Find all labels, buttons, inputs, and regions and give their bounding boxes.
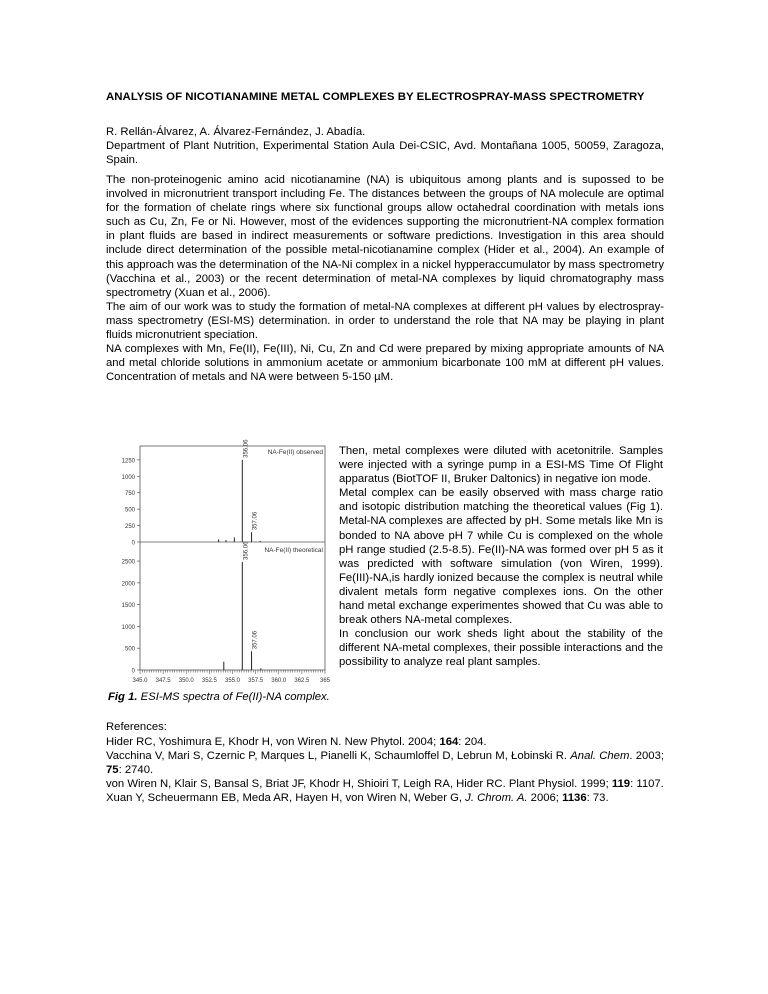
- x-tick-label: 350.0: [178, 678, 194, 684]
- paper-title: ANALYSIS OF NICOTIANAMINE METAL COMPLEXES BY ELECTROSPRAY-MASS SPECTROMETRY: [106, 91, 645, 103]
- y-tick-label: 2500: [121, 559, 135, 566]
- x-tick-label: 355.0: [224, 678, 241, 684]
- reference-item: Xuan Y, Scheuermann EB, Meda AR, Hayen H, von Wiren N, Weber G, J. Chrom. A. 2006; 1136: 73.: [106, 792, 609, 804]
- caption-text: ESI-MS spectra of Fe(II)-NA complex.: [140, 691, 330, 703]
- x-tick-label: 357.5: [248, 678, 264, 684]
- y-tick-label: 1250: [121, 458, 135, 465]
- y-tick-label: 250: [124, 524, 135, 531]
- x-tick-label: 352.5: [201, 678, 217, 684]
- y-tick-label: 750: [124, 491, 135, 498]
- references: [106, 720, 664, 805]
- reference-item: Hider RC, Yoshimura E, Khodr H, von Wiren N. New Phytol. 2004; 164: 204.: [106, 736, 487, 748]
- panel-title: NA-Fe(II) observed: [267, 449, 323, 456]
- authors: R. Rellán-Álvarez, A. Álvarez-Fernández, J. Abadía.: [106, 126, 366, 138]
- x-tick-label: 362.5: [294, 678, 310, 684]
- y-tick-label: 0: [131, 540, 135, 547]
- caption-label: Fig 1.: [108, 691, 138, 703]
- x-tick-label: 360.0: [271, 678, 287, 684]
- references-heading: References:: [106, 721, 167, 733]
- y-tick-label: 1000: [121, 624, 135, 631]
- figure-spectra: [108, 439, 331, 688]
- peak-label: 356.06: [243, 439, 250, 458]
- peak-label: 356.06: [243, 541, 250, 560]
- figure-caption: [108, 691, 330, 703]
- plot-frame: [140, 446, 325, 670]
- body-text-full-width: [106, 173, 664, 384]
- y-tick-label: 0: [131, 668, 135, 675]
- y-tick-label: 1000: [121, 474, 135, 481]
- y-tick-label: 1500: [121, 603, 135, 610]
- paragraph-results: Metal complex can be easily observed with mass charge ratio and isotopic distribution matching the theoretical values (Fig 1). Metal-NA complexes are affected by pH. Some metals like Mn is bonded to NA above pH 7 while Cu is complexed on the whole pH range studied (2.5-8.5). Fe(II)-NA was formed over pH 5 as it was predicted with software simulation (von Wiren, 1999). Fe(III)-NA,is hardly ionized because the complex is neutral while divalent metals form negative complexes ions. On the other hand metal exchange experimentes showed that Cu was able to break others NA-metal complexes.: [339, 487, 663, 627]
- reference-item: von Wiren N, Klair S, Bansal S, Briat JF, Khodr H, Shioiri T, Leigh RA, Hider RC. Plant Physiol. 1999; 119: 1107.: [106, 778, 664, 790]
- paragraph-methods-cont: Then, metal complexes were diluted with acetonitrile. Samples were injected with a syringe pump in a ESI-MS Time Of Flight apparatus (BiotTOF II, Bruker Daltonics) in negative ion mode.: [339, 445, 663, 486]
- body-text-right-column: [339, 444, 663, 670]
- paragraph-methods: NA complexes with Mn, Fe(II), Fe(III), Ni, Cu, Zn and Cd were prepared by mixing appropriate amounts of NA and metal chloride solutions in ammonium acetate or ammonium bicarbonate 100 mM at different pH values. Concentration of metals and NA were between 5-150 µM.: [106, 343, 664, 384]
- y-tick-label: 500: [124, 646, 135, 653]
- paragraph-conclusion: In conclusion our work sheds light about the stability of the different NA-metal complexes, their possible interactions and the possibility to analyze real plant samples.: [339, 628, 663, 669]
- panel-title: NA-Fe(II) theoretical: [264, 547, 323, 554]
- x-tick-label: 345.0: [132, 678, 148, 684]
- affiliation: Department of Plant Nutrition, Experimental Station Aula Dei-CSIC, Avd. Montañana 1005, 50059, Zaragoza, Spain.: [106, 140, 664, 166]
- y-tick-label: 500: [124, 507, 135, 514]
- reference-item: Vacchina V, Mari S, Czernic P, Marques L, Pianelli K, Schaumloffel D, Lebrun M, Łobinski R. Anal. Chem. 2003; 75: 2740.: [106, 750, 664, 776]
- peak-label: 357.06: [252, 511, 259, 531]
- y-tick-label: 2000: [121, 581, 135, 588]
- spectra-chart: [108, 439, 331, 688]
- paragraph-intro: The non-proteinogenic amino acid nicotianamine (NA) is ubiquitous among plants and is supossed to be involved in micronutrient transport including Fe. The distances between the groups of NA molecule are optimal for the formation of chelate rings where six functional groups allow octahedral coordination with metals ions such as Cu, Zn, Fe or Ni. However, most of the evidences supporting the micronutrient-NA complex formation in plant fluids are based in indirect measurements or software predictions. Investigation in this area should include direct determination of the possible metal-nicotianamine complex (Hider et al., 2004). An example of this approach was the determination of the NA-Ni complex in a nickel hypperaccumulator by mass spectrometry (Vacchina et al., 2003) or the recent determination of metal-NA complexes by liquid chromatography mass spectrometry (Xuan et al., 2006).: [106, 174, 664, 299]
- x-tick-label: 365: [319, 678, 331, 684]
- peak-label: 357.06: [252, 630, 259, 650]
- paragraph-aim: The aim of our work was to study the formation of metal-NA complexes at different pH values by electrospray-mass spectrometry (ESI-MS) determination. in order to understand the role that NA may be playing in plant fluids micronutrient speciation.: [106, 300, 664, 342]
- x-tick-label: 347.5: [155, 678, 171, 684]
